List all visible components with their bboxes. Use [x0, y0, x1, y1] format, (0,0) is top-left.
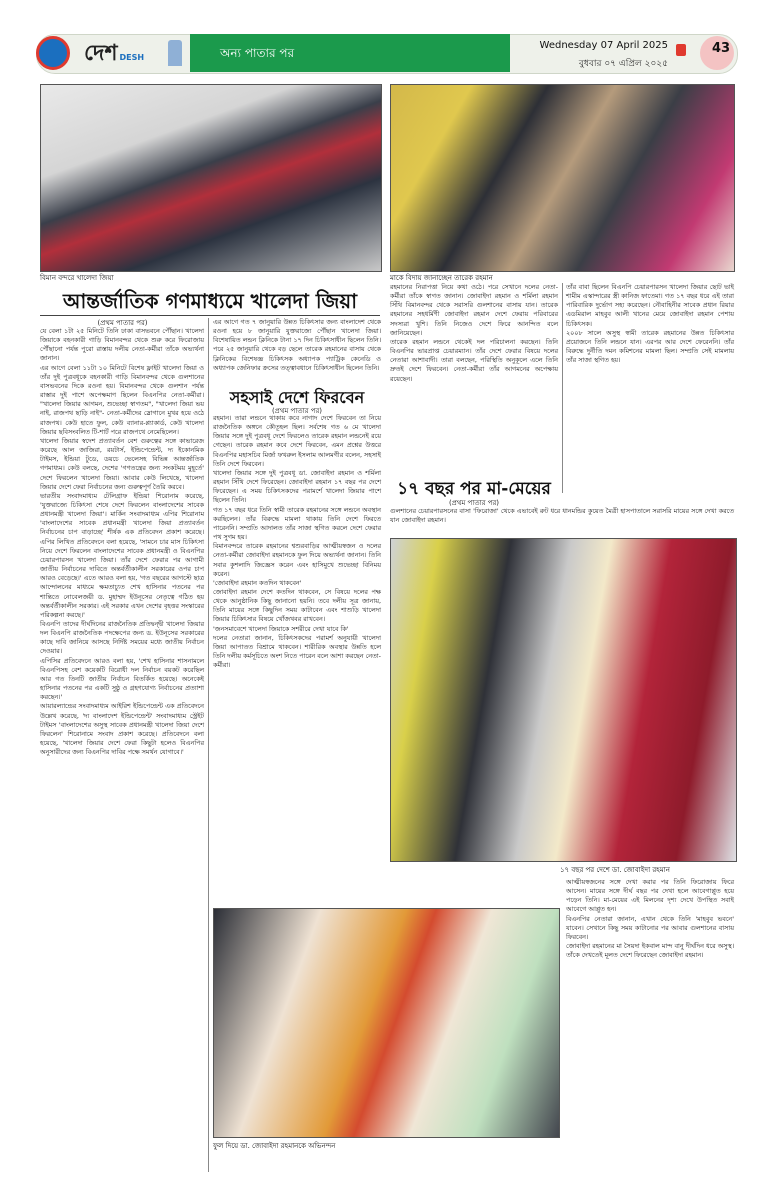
photo-caption: ১৭ বছর পর দেশে ডা. জোবাইদা রহমান [560, 866, 670, 874]
zubaida-arrival-photo [390, 538, 737, 862]
continued-from: (প্রথম পাতার পর) [271, 407, 323, 415]
photo-caption: বিমান বন্দরে খালেদা জিয়া [40, 274, 114, 282]
section-title: অন্য পাতার পর [190, 34, 510, 72]
article-column: এর আগে গত ৭ জানুয়ারি উন্নত চিকিৎসার জন্য বাংলাদেশ থেকে রওনা হয়ে ৮ জানুয়ারি যুক্তরাজ্যে পৌঁছান খালেদা জিয়া। বিশেষায়িত লন্ডন ক্লিনিকে টানা ১৭ দিন চিকিৎসাধীন ছিলেন তিনি। পরে ২৫ জানুয়ারি থেকে বড় ছেলে তারেক রহমানের বাসায় থেকে ক্লিনিকের বিশেষজ্ঞ চিকিৎসক অধ্যাপক প্যাট্রিক কেনেডি ও অধ্যাপক জেনিফার ক্রসের তত্ত্বাবধানে চিকিৎসাধীন ছিলেন তিনি। [213, 318, 384, 372]
left-header-circle [36, 36, 70, 70]
article-column: রহমান। তারা লন্ডনে থাকায় কবে নাগাদ দেশে ফিরবেন তা নিয়ে রাজনৈতিক অঙ্গনে কৌতূহল ছিল। সর্বশেষ গত ৬ মে খালেদা জিয়ার সঙ্গে দুই পুত্রবধূ দেশে ফিরলেও তারেক রহমান লন্ডনেই রয়ে গেছেন। তারেক রহমান কবে দেশে ফিরবেন, এমন প্রশ্নের উত্তরে বিএনপির মহাসচিব মির্জা ফখরুল ইসলাম আলমগীর বলেন, সহসাই তিনি দেশে ফিরবেন। খালেদা জিয়ার সঙ্গে দুই পুত্রবধূ ডা. জোবাইদা রহমান ও শর্মিলা রহমান সিঁথি দেশে ফিরেছেন। জোবাইদা রহমান ১৭ বছর পর দেশে ফিরেছেন। এ সময় চিকিৎসকদের পরামর্শে খালেদা জিয়ার পাশে ছিলেন তিনি। গত ১৭ বছর ধরে তিনি স্বামী তারেক রহমানের সঙ্গে লন্ডনে অবস্থান করছিলেন। তাঁর বিরুদ্ধে মামলা থাকায় তিনি দেশে ফিরতে পারেননি। সম্প্রতি আদালত তাঁর সাজা স্থগিত করলে দেশে ফেরার পথ সুগম হয়। বিমানবন্দরে তারেক রহমানের শ্বশুরবাড়ির আত্মীয়স্বজন ও দলের নেতা-কর্মীরা জোবাইদা রহমানকে ফুল দিয়ে অভ্যর্থনা জানান। তিনি সবার কুশলাদি জিজ্ঞেস করেন এবং হাসিমুখে শুভেচ্ছা বিনিময় করেন। 'জোবাইদা রহমান কতদিন থাকবেন' জোবাইদা রহমান দেশে কতদিন থাকবেন, সে বিষয়ে দলের পক্ষ থেকে আনুষ্ঠানিক কিছু জানানো হয়নি। তবে দলীয় সূত্র জানায়, তিনি মায়ের সঙ্গে কিছুদিন সময় কাটাবেন এবং শাশুড়ি খালেদা জিয়ার চিকিৎসার বিষয়ে খোঁজখবর রাখবেন। 'জনসমাবেশে খালেদা জিয়াকে সশরীরে দেখা যাবে কি' দলের নেতারা জানান, চিকিৎসকদের পরামর্শ অনুযায়ী খালেদা জিয়া আপাতত বিশ্রামে থাকবেন। শারীরিক অবস্থার উন্নতি হলে তিনি দলীয় কর্মসূচিতে অংশ নিতে পারেন বলে আশা করছেন নেতা-কর্মীরা। [213, 414, 381, 670]
date-bengali: বুধবার ০৭ এপ্রিল ২০২৫ [578, 59, 668, 69]
khaleda-airport-photo [40, 84, 382, 272]
headline-return-soon: সহসাই দেশে ফিরবেন [229, 388, 365, 407]
page-number: 43 [712, 41, 731, 56]
article-column: গুলশানের চেয়ারপারসনের বাসা 'ফিরোজা' থেকে এভাবেই রুট ধরে ধানমন্ডির কুয়েত মৈত্রী হাসপাতালে সরাসরি মায়ের সঙ্গে দেখা করতে যান জোবাইদা রহমান। [390, 507, 737, 525]
headline-mother-daughter: ১৭ বছর পর মা-মেয়ের [397, 479, 551, 499]
tarique-farewell-photo [390, 84, 735, 272]
headline-international-media: আন্তর্জাতিক গণমাধ্যমে খালেদা জিয়া [40, 287, 380, 316]
continued-from: (প্রথম পাতার পর) [448, 499, 500, 507]
statue-icon [168, 40, 182, 66]
flag-icon [676, 44, 686, 56]
column-divider [562, 283, 563, 493]
column-divider [208, 318, 209, 1172]
photo-caption: মাকে বিদায় জানাচ্ছেন তারেক রহমান [390, 274, 493, 282]
article-column: আত্মীয়স্বজনের সঙ্গে দেখা করার পর তিনি ফিরোজায় ফিরে আসেন। মায়ের সঙ্গে দীর্ঘ বছর পর দেখা হলে আবেগাপ্লুত হয়ে পড়েন তিনি। মা-মেয়ের এই মিলনের দৃশ্য দেখে উপস্থিত সবাই আবেগে আপ্লুত হন। বিএনপির নেতারা জানান, এখান থেকে তিনি 'মাহবুব ভবনে' যাবেন। সেখানে কিছু সময় কাটানোর পর আবার গুলশানের বাসায় ফিরবেন। জোবাইদা রহমানের মা সৈয়দা ইকবাল মান্দ বানু দীর্ঘদিন ধরে অসুস্থ। তাঁকে দেখতেই মূলত দেশে ফিরেছেন জোবাইদা রহমান। [566, 878, 734, 960]
photo-caption: ফুল দিয়ে ডা. জোবাইদা রহমানকে অভিনন্দন [213, 1142, 336, 1150]
article-column: রহমানের নিরাপত্তা নিয়ে কথা ওঠে। পরে সেখানে দলের নেতা-কর্মীরা তাঁকে স্বাগত জানান। জোবাইদা রহমান ও শর্মিলা রহমান সিঁথি বিমানবন্দর থেকে সরাসরি গুলশানের বাসায় যান। তারেক রহমানের সহধর্মিণী জোবাইদা রহমান দেশে ফেরায় পরিবারের সদস্যরা খুশি। তিনি নিজেও দেশে ফিরে আনন্দিত বলে জানিয়েছেন। তারেক রহমান লন্ডনে থেকেই দল পরিচালনা করছেন। তিনি বিএনপির ভারপ্রাপ্ত চেয়ারম্যান। তাঁর দেশে ফেরার বিষয়ে দলের নেতারা আশাবাদী। তারা বলছেন, পরিস্থিতি অনুকূলে এলে তিনি দ্রুতই দেশে ফিরবেন। নেতা-কর্মীরা তাঁর আগমনের অপেক্ষায় রয়েছেন। [390, 283, 558, 383]
article-column: তাঁর বাবা ছিলেন বিএনপি চেয়ারপারসন খালেদা জিয়ার ছোট ভাই শামীম এস্কান্দারের স্ত্রী কানিজ ফাতেমা। গত ১৭ বছর ধরে এই তারা পারিবারিক দুর্ভোগ সহ্য করেছেন। নৌবাহিনীর সাবেক প্রধান রিয়ার এডমিরাল মাহবুব আলী খানের মেয়ে জোবাইদা রহমান পেশায় চিকিৎসক। ২০০৮ সালে অসুস্থ স্বামী তারেক রহমানের উন্নত চিকিৎসার প্রয়োজনে তিনি লন্ডনে যান। এরপর আর দেশে ফেরেননি। তাঁর বিরুদ্ধে দুর্নীতি দমন কমিশনের মামলা ছিল। সম্প্রতি সেই মামলায় তাঁর সাজা স্থগিত হয়। [566, 283, 734, 365]
continued-from: (প্রথম পাতার পর) [97, 319, 148, 327]
article-column: যে বেলা ১টা ২৫ মিনিটে তিনি ঢাকা বাসভবনে পৌঁছান। খালেদা জিয়াকে বহনকারী গাড়ি বিমানবন্দর থেকে শুরু করে ফিরোজায় পৌঁছানো পর্যন্ত পুরো রাস্তায় দলীয় নেতা-কর্মীরা তাঁকে অভ্যর্থনা জানান। এর আগে বেলা ১১টা ১০ মিনিটে বিশেষ ফ্লাইট খালেদা জিয়া ও তাঁর দুই পুত্রবধূকে বহনকারী গাড়ি বিমানবন্দর থেকে গুলশানের বাসভবনের দিকে রওনা হয়। বিমানবন্দর থেকে গুলশান পর্যন্ত রাস্তার দুই পাশে অপেক্ষমাণ ছিলেন বিএনপির নেতা-কর্মীরা। "খালেদা জিয়ার আগমন, শুভেচ্ছা স্বাগতম", "খালেদা জিয়া ভয় নাই, রাজপথ ছাড়ি নাই"- নেতা-কর্মীদের স্লোগানে মুখর হয়ে ওঠে রাজপথ। কেউ হাতে ফুল, কেউ ব্যানার-প্ল্যাকার্ড, কেউ খালেদা জিয়ার ছবিসংবলিত টি-শার্ট পরে রাজপথে নেমেছিলেন। খালেদা জিয়ার স্বদেশ প্রত্যাবর্তন বেশ গুরুত্বের সঙ্গে কাভারেজ করেছে আল জাজিরা, রয়টার্স, ইন্ডিপেন্ডেন্ট, দ্য ইকোনমিক টাইমস, ইন্ডিয়া টুডে, ডয়চে ভেলেসহ বিভিন্ন আন্তর্জাতিক গণমাধ্যম। কেউ বলছে, দেশের 'গণতন্ত্রের জন্য সংকটময় মুহূর্তে' দেশে ফিরলেন খালেদা জিয়া। আবার কেউ লিখেছে, খালেদা জিয়ার দেশে ফেরা নির্বাচনের জন্য গুরুত্বপূর্ণ তৈরি করবে। ভারতীয় সংবাদমাধ্যম টেলিগ্রাফ ইন্ডিয়া শিরোনাম করেছে, 'যুক্তরাজ্যে চিকিৎসা শেষে দেশে ফিরলেন বাংলাদেশের সাবেক প্রধানমন্ত্রী খালেদা জিয়া'। মার্কিন সংবাদমাধ্যম এপির শিরোনাম 'বাংলাদেশের সাবেক প্রধানমন্ত্রী খালেদা জিয়া প্রত্যাবর্তন নির্বাচনের চাপ বাড়াচ্ছে' শীর্ষক এক প্রতিবেদন প্রকাশ করেছে। এপির লিখিত প্রতিবেদনে বলা হয়েছে, 'সামনে চার মাস চিকিৎসা নিয়ে দেশে ফিরলেন বাংলাদেশের সাবেক প্রধানমন্ত্রী ও বিএনপির চেয়ারপারসন খালেদা জিয়া। তাঁর দেশে ফেরার পর আগামী জাতীয় নির্বাচনের দাবিতে অন্তর্বর্তীকালীন সরকারের ওপর চাপ আরও বেড়েছে।' এতে আরও বলা হয়, 'গত বছরের আগস্টে ছাত্র আন্দোলনের মাধ্যমে ক্ষমতাচ্যুত শেখ হাসিনার পতনের পর শান্তিতে নোবেলজয়ী ড. মুহাম্মদ ইউনূসের নেতৃত্বে গঠিত হয় অন্তর্বর্তীকালীন সরকার। এই সরকার এখন দেশের বৃহত্তর সংস্কারের পরিকল্পনা করছে।' বিএনপি তাদের দীর্ঘদিনের রাজনৈতিক প্রতিদ্বন্দ্বী খালেদা জিয়ার দল বিএনপি রাজনৈতিক পদক্ষেপের জন্য ড. ইউনূসের সরকারের কাছে দাবি জানিয়ে আসছে নির্দিষ্ট সময়ের মধ্যে জাতীয় নির্বাচন দেওয়ার। এপিসির প্রতিবেদনে আরও বলা হয়, 'শেখ হাসিনার শাসনামলে বিএনপিসহ বেশ কয়েকটি বিরোধী দল নির্বাচন বয়কট করেছিল আর গত তিনটি জাতীয় নির্বাচন বিতর্কিত হয়েছে। অনেকেই হাসিনার পতনের পর একটি সুষ্ঠু ও গ্রহণযোগ্য নির্বাচনের প্রত্যাশা করছেন।' আয়ারল্যান্ডের সংবাদমাধ্যম আইরিশ ইন্ডিপেন্ডেন্ট এক প্রতিবেদনে উল্লেখ করেছে, 'দ্য বাংলাদেশ ইন্ডিপেন্ডেন্ট' সংবাদমাধ্যম স্ট্রেইট টাইমস 'বাংলাদেশের অসুস্থ সাবেক প্রধানমন্ত্রী খালেদা জিয়া দেশে ফিরলেন' শিরোনামে সংবাদ প্রকাশ করেছে। প্রতিবেদনে বলা হয়েছে, 'খালেদা জিয়ার দেশে ফেরা কিছুটা হলেও বিএনপির অনুসারীদের জন্য বিএনপির দাবির পক্ষে সমর্থন যোগাবে।' [40, 327, 204, 757]
newspaper-logo: দেশ DESH [84, 41, 145, 66]
flower-greeting-photo [213, 908, 560, 1138]
date-english: Wednesday 07 April 2025 [539, 40, 668, 51]
